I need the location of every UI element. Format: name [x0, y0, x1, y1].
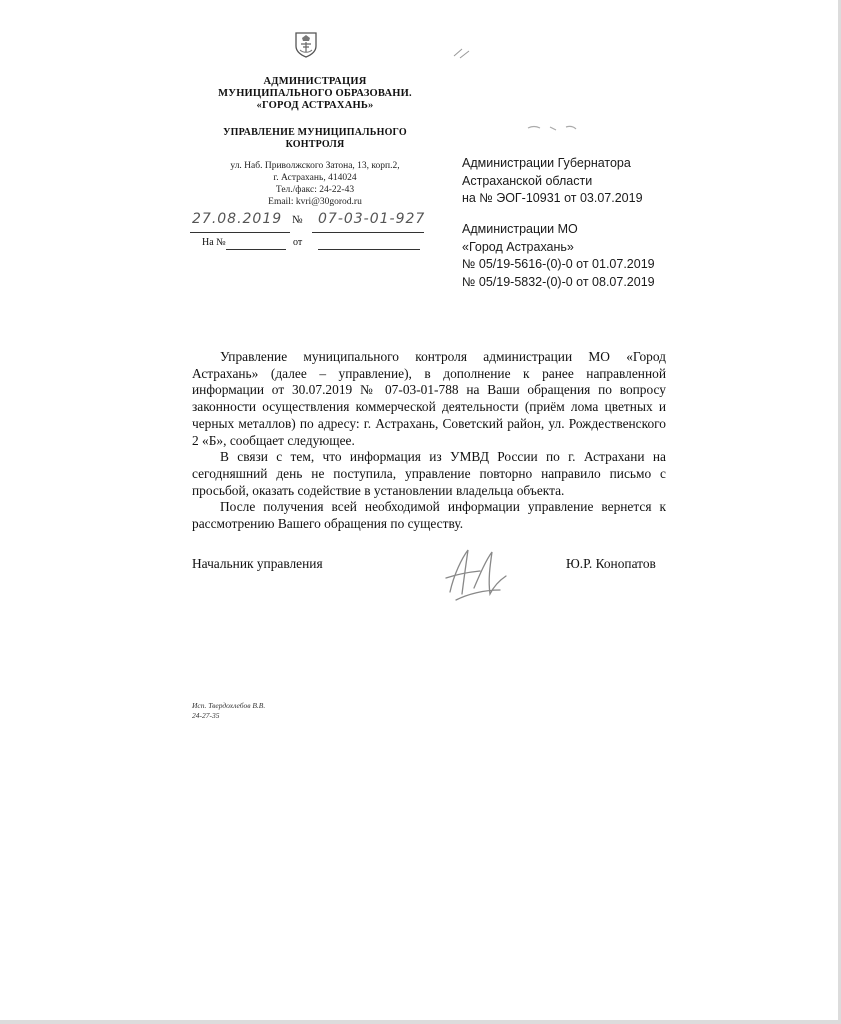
org-name [190, 76, 440, 112]
recipient-2-line-3: № 05/19-5616-(0)-0 от 01.07.2019 [462, 257, 655, 271]
outgoing-date-line [190, 232, 290, 233]
org-line-3: «ГОРОД АСТРАХАНЬ» [256, 100, 374, 111]
outgoing-number: 07-03-01-927 [318, 211, 426, 227]
phone: Тел./факс: 24-22-43 [275, 185, 355, 195]
address-line-1: ул. Наб. Приволжского Затона, 13, корп.2, [230, 161, 400, 171]
dept-name [190, 127, 440, 151]
reply-number-line [226, 249, 286, 250]
handwritten-signature [440, 544, 518, 604]
outgoing-date: 27.08.2019 [192, 211, 283, 227]
executor-info [192, 701, 265, 721]
body-paragraph-1: Управление муниципального контроля администрации МО «Город Астрахань» (далее – управление), в дополнение к ранее направленной информации от 30.07.2019 № 07-03-01-788 на Ваши обращения по вопросу законности осуществления коммерческой деятельности (приём лома цветных и черных металлов) по адресу: г. Астрахань, Советский район, ул. Рождественского 2 «Б», сообщает следующее. [192, 349, 666, 448]
reply-from-label: от [293, 237, 303, 248]
letterhead [190, 28, 440, 208]
dept-line-1: УПРАВЛЕНИЕ МУНИЦИПАЛЬНОГО [223, 127, 407, 138]
org-address [190, 160, 440, 208]
org-line-2: МУНИЦИПАЛЬНОГО ОБРАЗОВАНИ. [218, 88, 412, 99]
outgoing-num-mark: № [292, 214, 303, 226]
signatory-position: Начальник управления [192, 556, 323, 571]
address-line-2: г. Астрахань, 414024 [273, 173, 357, 183]
coat-of-arms-icon [294, 30, 318, 58]
signatory-name: Ю.Р. Конопатов [566, 556, 656, 571]
recipient-1-line-1: Администрации Губернатора [462, 156, 631, 170]
executor-phone: 24-27-35 [192, 711, 220, 720]
outgoing-number-line [312, 232, 424, 233]
scan-mark [526, 124, 578, 134]
recipient-2-line-1: Администрации МО [462, 222, 578, 236]
letter-body [192, 349, 666, 533]
reply-label: На № [202, 237, 226, 248]
recipient-2-line-4: № 05/19-5832-(0)-0 от 08.07.2019 [462, 274, 655, 289]
email: Email: kvri@30gorod.ru [268, 197, 362, 207]
scan-edge-bottom [0, 1020, 841, 1024]
body-paragraph-3: После получения всей необходимой информации управление вернется к рассмотрению Вашего обращения по существу. [192, 499, 666, 532]
body-paragraph-2: В связи с тем, что информация из УМВД России по г. Астрахани на сегодняшний день не поступила, управление повторно направило письмо с просьбой, оказать содействие в установлении владельца объекта. [192, 449, 666, 498]
recipient-1-line-3: на № ЭОГ-10931 от 03.07.2019 [462, 191, 643, 205]
reply-date-line [318, 249, 420, 250]
recipient-1-line-2: Астраханской области [462, 173, 593, 188]
recipient-2-line-2: «Город Астрахань» [462, 239, 574, 254]
recipient-governor [462, 155, 742, 208]
recipient-city-admin [462, 221, 742, 291]
executor-name: Исп. Твердохлебов В.В. [192, 701, 266, 710]
scan-mark [452, 46, 472, 60]
org-line-1: АДМИНИСТРАЦИЯ [263, 76, 367, 87]
dept-line-2: КОНТРОЛЯ [285, 139, 345, 150]
